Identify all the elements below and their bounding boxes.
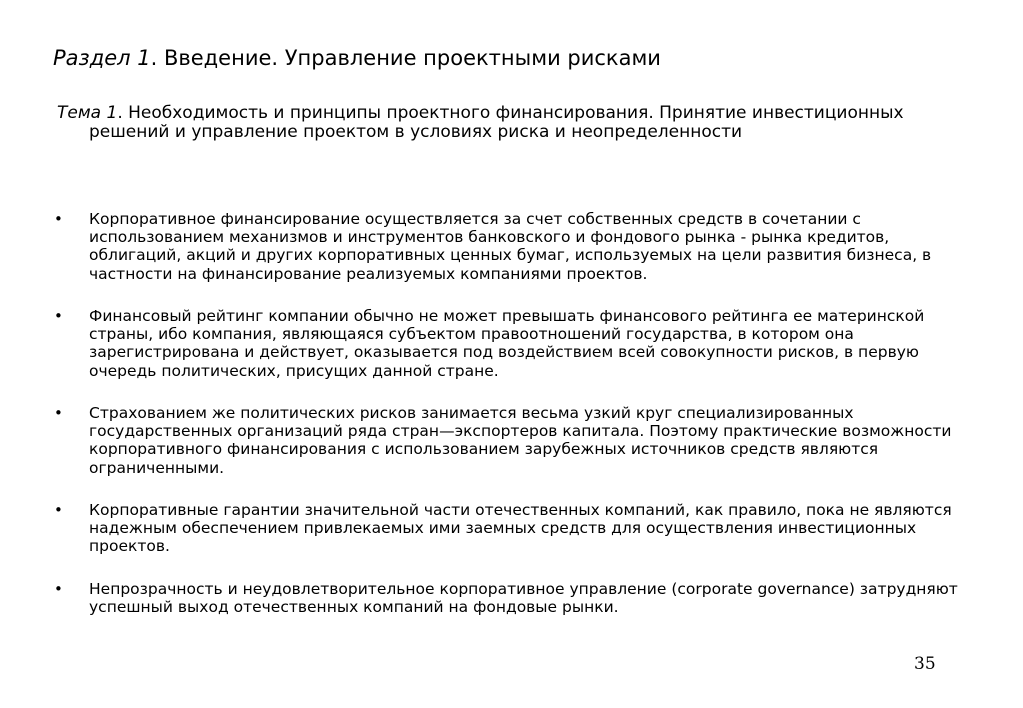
bullet-text: Корпоративные гарантии значительной части отечественных компаний, как правило, пока не являются надежным обеспечением привлекаемых ими заемных средств для осуществления инвестиционных проектов.: [89, 501, 952, 556]
bullet-text: Непрозрачность и неудовлетворительное корпоративное управление (corporate governance) затрудняют успешный выход отечественных компаний на фондовые рынки.: [89, 580, 958, 617]
section-title-text: . Введение. Управление проектными рисками: [150, 46, 661, 70]
bullet-marker: •: [54, 580, 63, 598]
bullet-text: Корпоративное финансирование осуществляется за счет собственных средств в сочетании с использованием механизмов и инструментов банковского и фондового рынка - рынка кредитов, облигаций, акций и других корпоративных ценных бумаг, используемых на цели развития бизнеса, в частности на финансирование реализуемых компаниями проектов.: [89, 210, 932, 283]
bullet-marker: •: [54, 307, 63, 325]
topic-title-text: . Необходимость и принципы проектного финансирования. Принятие инвестиционных решений и управление проектом в условиях риска и неопределенности: [89, 103, 904, 142]
topic-prefix: Тема 1: [57, 103, 118, 123]
bullet-marker: •: [54, 210, 63, 228]
bullet-marker: •: [54, 404, 63, 422]
section-prefix: Раздел 1: [53, 46, 151, 70]
bullet-marker: •: [54, 501, 63, 519]
bullet-text: Страхованием же политических рисков занимается весьма узкий круг специализированных государственных организаций ряда стран—экспортеров капитала. Поэтому практические возможности корпоративного финансирования с использованием зарубежных источников средств являются ограниченными.: [89, 404, 952, 477]
bullet-text: Финансовый рейтинг компании обычно не может превышать финансового рейтинга ее материнской страны, ибо компания, являющаяся субъектом правоотношений государства, в котором она зарегистрирована и действует, оказывается под воздействием всей совокупности рисков, в первую очередь политических, присущих данной стране.: [89, 307, 925, 380]
page-number: 35: [914, 654, 936, 674]
